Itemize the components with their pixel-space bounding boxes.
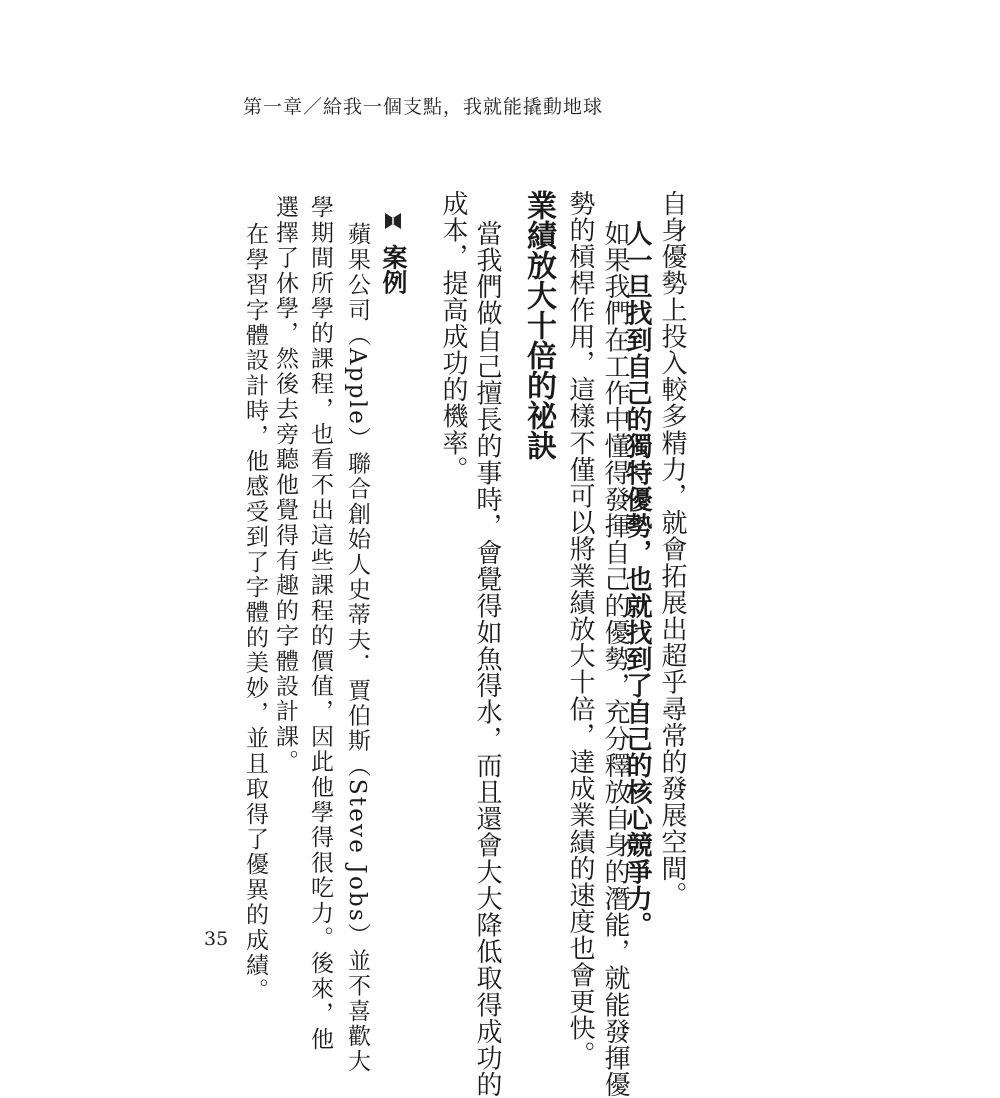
body-column-7: 蘋果公司（Apple）聯合創始人史蒂夫．賈伯斯（Steve Jobs）並不喜歡大 [344, 222, 370, 1075]
emphasis-column: 人一旦找到自己的獨特優勢，也就找到了自己的核心競爭力。 [622, 220, 652, 939]
case-icon [382, 210, 404, 232]
case-label-text: 案例 [379, 244, 408, 295]
body-column-3: 如果我們在工作中懂得發揮自己的優勢，充分釋放自身的潛能，就能發揮優 [600, 220, 630, 1098]
body-column-5: 當我們做自己擅長的事時，會覺得如魚得水，而且還會大大降低取得成功的 [472, 220, 502, 1098]
case-label [378, 210, 408, 295]
body-column-1: 自身優勢上投入較多精力，就會拓展出超乎尋常的發展空間。 [657, 190, 687, 909]
section-heading: 業績放大十倍的祕訣 [521, 190, 556, 460]
body-column-9: 選擇了休學，然後去旁聽他覺得有趣的字體設計課。 [272, 195, 298, 775]
body-column-10: 在學習字體設計時，他感受到了字體的美妙，並且取得了優異的成績。 [242, 222, 268, 1004]
body-column-8: 學期間所學的課程，也看不出這些課程的價值，因此他學得很吃力。後來，他 [307, 195, 333, 1052]
body-column-6: 成本，提高成功的機率。 [438, 190, 468, 483]
body-column-4: 勢的槓桿作用，這樣不僅可以將業績放大十倍，達成業績的速度也會更快。 [565, 190, 595, 1068]
page-number: 35 [204, 928, 229, 950]
running-head: 第一章／給我一個支點，我就能撬動地球 [243, 96, 604, 118]
